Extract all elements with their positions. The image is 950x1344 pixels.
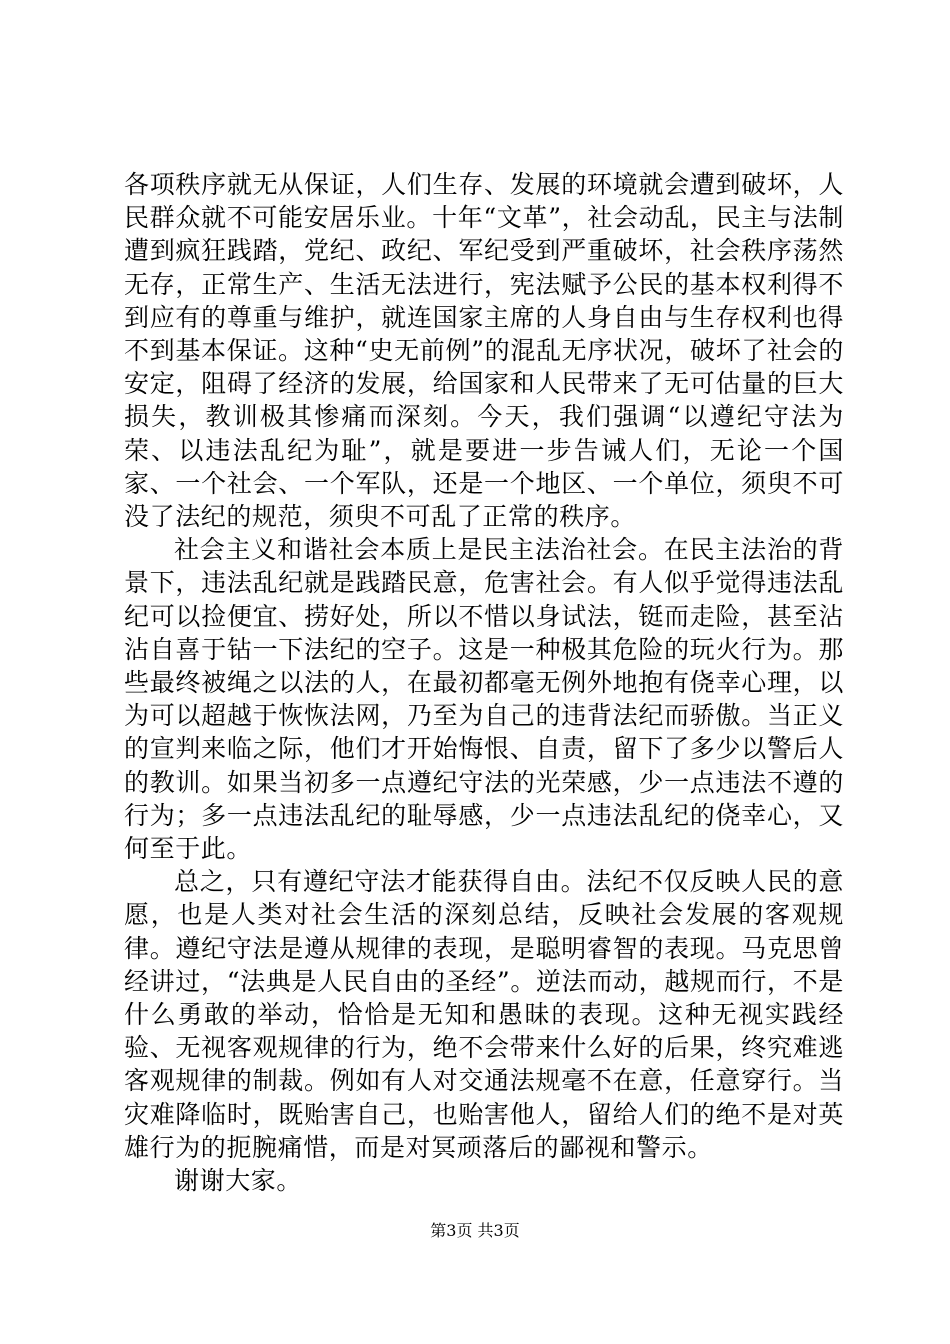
- paragraph-3: 总之，只有遵纪守法才能获得自由。法纪不仅反映人民的意愿，也是人类对社会生活的深刻总结，反映社会发展的客观规律。遵纪守法是遵从规律的表现，是聪明睿智的表现。马克思曾经讲过，“法典是人民自由的圣经”。逆法而动，越规而行，不是什么勇敢的举动，恰恰是无知和愚昧的表现。这种无视实践经验、无视客观规律的行为，绝不会带来什么好的后果，终究难逃客观规律的制裁。例如有人对交通法规毫不在意，任意穿行。当灾难降临时，既贻害自己，也贻害他人，留给人们的绝不是对英雄行为的扼腕痛惜，而是对冥顽落后的鄙视和警示。: [124, 867, 844, 1162]
- paragraph-1: 各项秩序就无从保证，人们生存、发展的环境就会遭到破坏，人民群众就不可能安居乐业。十年“文革”，社会动乱，民主与法制遭到疯狂践踏，党纪、政纪、军纪受到严重破坏，社会秩序荡然无存，正常生产、生活无法进行，宪法赋予公民的基本权利得不到应有的尊重与维护，就连国家主席的人身自由与生存权利也得不到基本保证。这种“史无前例”的混乱无序状况，破坏了社会的安定，阻碍了经济的发展，给国家和人民带来了无可估量的巨大损失，教训极其惨痛而深刻。今天，我们强调“以遵纪守法为荣、以违法乱纪为耻”，就是要进一步告诫人们，无论一个国家、一个社会、一个军队，还是一个地区、一个单位，须臾不可没了法纪的规范，须臾不可乱了正常的秩序。: [124, 170, 844, 532]
- document-body: [124, 168, 844, 1197]
- page-footer: [0, 1218, 950, 1241]
- paragraph-4: 谢谢大家。: [174, 1166, 303, 1196]
- page-number-label: 第3页 共3页: [430, 1221, 520, 1240]
- paragraph-2: 社会主义和谐社会本质上是民主法治社会。在民主法治的背景下，违法乱纪就是践踏民意，危害社会。有人似乎觉得违法乱纪可以捡便宜、捞好处，所以不惜以身试法，铤而走险，甚至沾沾自喜于钻一下法纪的空子。这是一种极其危险的玩火行为。那些最终被绳之以法的人，在最初都毫无例外地抱有侥幸心理，以为可以超越于恢恢法网，乃至为自己的违背法纪而骄傲。当正义的宣判来临之际，他们才开始悔恨、自责，留下了多少以警后人的教训。如果当初多一点遵纪守法的光荣感，少一点违法不遵的行为；多一点违法乱纪的耻辱感，少一点违法乱纪的侥幸心，又何至于此。: [124, 535, 844, 864]
